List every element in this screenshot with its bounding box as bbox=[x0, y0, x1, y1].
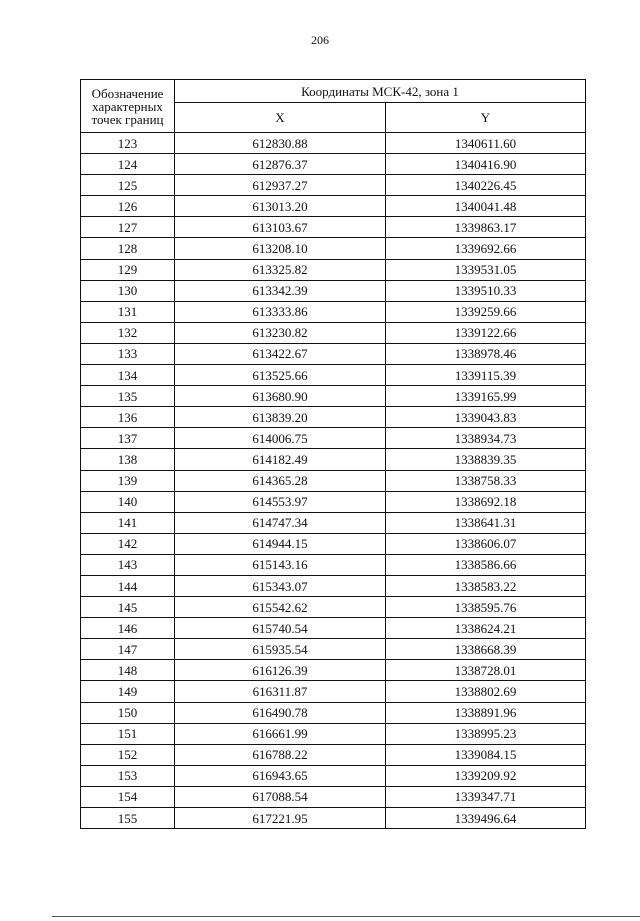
designation-header bbox=[81, 80, 175, 133]
table-row bbox=[81, 575, 586, 596]
y-coordinate-cell: 1338606.07 bbox=[386, 533, 586, 554]
table-row bbox=[81, 639, 586, 660]
x-coordinate-cell: 616788.22 bbox=[175, 744, 386, 765]
x-coordinate-cell: 615935.54 bbox=[175, 639, 386, 660]
point-id-cell: 138 bbox=[81, 449, 175, 470]
y-column-header: Y bbox=[386, 103, 586, 133]
y-coordinate-cell: 1339259.66 bbox=[386, 301, 586, 322]
x-coordinate-cell: 612876.37 bbox=[175, 154, 386, 175]
x-coordinate-cell: 616126.39 bbox=[175, 660, 386, 681]
y-coordinate-cell: 1340416.90 bbox=[386, 154, 586, 175]
table-row bbox=[81, 365, 586, 386]
y-coordinate-cell: 1340226.45 bbox=[386, 175, 586, 196]
point-id-cell: 123 bbox=[81, 133, 175, 154]
y-coordinate-cell: 1338891.96 bbox=[386, 702, 586, 723]
table-row bbox=[81, 407, 586, 428]
point-id-cell: 132 bbox=[81, 322, 175, 343]
y-coordinate-cell: 1339165.99 bbox=[386, 386, 586, 407]
point-id-cell: 124 bbox=[81, 154, 175, 175]
x-coordinate-cell: 613839.20 bbox=[175, 407, 386, 428]
table-row bbox=[81, 280, 586, 301]
point-id-cell: 125 bbox=[81, 175, 175, 196]
x-coordinate-cell: 612830.88 bbox=[175, 133, 386, 154]
page-number: 206 bbox=[311, 33, 329, 47]
y-coordinate-cell: 1340611.60 bbox=[386, 133, 586, 154]
x-coordinate-cell: 614747.34 bbox=[175, 512, 386, 533]
table-row bbox=[81, 512, 586, 533]
x-coordinate-cell: 612937.27 bbox=[175, 175, 386, 196]
y-coordinate-cell: 1338995.23 bbox=[386, 723, 586, 744]
x-coordinate-cell: 613325.82 bbox=[175, 259, 386, 280]
y-coordinate-cell: 1340041.48 bbox=[386, 196, 586, 217]
x-coordinate-cell: 617088.54 bbox=[175, 786, 386, 807]
x-coordinate-cell: 613680.90 bbox=[175, 386, 386, 407]
point-id-cell: 131 bbox=[81, 301, 175, 322]
y-coordinate-cell: 1339496.64 bbox=[386, 808, 586, 829]
point-id-cell: 126 bbox=[81, 196, 175, 217]
y-coordinate-cell: 1339209.92 bbox=[386, 765, 586, 786]
y-coordinate-cell: 1338728.01 bbox=[386, 660, 586, 681]
point-id-cell: 136 bbox=[81, 407, 175, 428]
table-row bbox=[81, 259, 586, 280]
y-coordinate-cell: 1338668.39 bbox=[386, 639, 586, 660]
x-coordinate-cell: 614944.15 bbox=[175, 533, 386, 554]
x-coordinate-cell: 616311.87 bbox=[175, 681, 386, 702]
point-id-cell: 148 bbox=[81, 660, 175, 681]
x-coordinate-cell: 615343.07 bbox=[175, 575, 386, 596]
table-row bbox=[81, 554, 586, 575]
table-row bbox=[81, 765, 586, 786]
table-row bbox=[81, 386, 586, 407]
x-coordinate-cell: 615542.62 bbox=[175, 597, 386, 618]
x-coordinate-cell: 617221.95 bbox=[175, 808, 386, 829]
table-row bbox=[81, 196, 586, 217]
page-bottom-rule bbox=[52, 916, 640, 917]
table-row bbox=[81, 744, 586, 765]
point-id-cell: 144 bbox=[81, 575, 175, 596]
table-row bbox=[81, 702, 586, 723]
y-coordinate-cell: 1338692.18 bbox=[386, 491, 586, 512]
y-coordinate-cell: 1338586.66 bbox=[386, 554, 586, 575]
y-coordinate-cell: 1339347.71 bbox=[386, 786, 586, 807]
point-id-cell: 145 bbox=[81, 597, 175, 618]
x-coordinate-cell: 613103.67 bbox=[175, 217, 386, 238]
y-coordinate-cell: 1338641.31 bbox=[386, 512, 586, 533]
x-coordinate-cell: 614553.97 bbox=[175, 491, 386, 512]
y-coordinate-cell: 1339084.15 bbox=[386, 744, 586, 765]
table-row bbox=[81, 786, 586, 807]
y-coordinate-cell: 1338583.22 bbox=[386, 575, 586, 596]
y-coordinate-cell: 1339115.39 bbox=[386, 365, 586, 386]
y-coordinate-cell: 1339043.83 bbox=[386, 407, 586, 428]
point-id-cell: 147 bbox=[81, 639, 175, 660]
table-row bbox=[81, 618, 586, 639]
point-id-cell: 139 bbox=[81, 470, 175, 491]
table-row bbox=[81, 597, 586, 618]
point-id-cell: 137 bbox=[81, 428, 175, 449]
y-coordinate-cell: 1338978.46 bbox=[386, 343, 586, 364]
designation-header-line-2: характерных bbox=[92, 98, 163, 114]
x-coordinate-cell: 614182.49 bbox=[175, 449, 386, 470]
designation-header-line-3: точек границ bbox=[91, 111, 164, 127]
y-coordinate-cell: 1338758.33 bbox=[386, 470, 586, 491]
x-coordinate-cell: 613342.39 bbox=[175, 280, 386, 301]
point-id-cell: 128 bbox=[81, 238, 175, 259]
table-row bbox=[81, 322, 586, 343]
point-id-cell: 127 bbox=[81, 217, 175, 238]
table-row bbox=[81, 343, 586, 364]
x-coordinate-cell: 613333.86 bbox=[175, 301, 386, 322]
point-id-cell: 151 bbox=[81, 723, 175, 744]
table-row bbox=[81, 154, 586, 175]
y-coordinate-cell: 1339510.33 bbox=[386, 280, 586, 301]
x-coordinate-cell: 616943.65 bbox=[175, 765, 386, 786]
table-row bbox=[81, 449, 586, 470]
point-id-cell: 149 bbox=[81, 681, 175, 702]
point-id-cell: 133 bbox=[81, 343, 175, 364]
header-row-top bbox=[81, 80, 586, 103]
x-coordinate-cell: 613208.10 bbox=[175, 238, 386, 259]
y-coordinate-cell: 1338595.76 bbox=[386, 597, 586, 618]
table-row bbox=[81, 217, 586, 238]
point-id-cell: 152 bbox=[81, 744, 175, 765]
point-id-cell: 135 bbox=[81, 386, 175, 407]
y-coordinate-cell: 1339692.66 bbox=[386, 238, 586, 259]
table-body bbox=[81, 133, 586, 829]
y-coordinate-cell: 1339863.17 bbox=[386, 217, 586, 238]
point-id-cell: 134 bbox=[81, 365, 175, 386]
x-coordinate-cell: 615740.54 bbox=[175, 618, 386, 639]
y-coordinate-cell: 1338802.69 bbox=[386, 681, 586, 702]
table-row bbox=[81, 808, 586, 829]
table-row bbox=[81, 491, 586, 512]
y-coordinate-cell: 1338624.21 bbox=[386, 618, 586, 639]
point-id-cell: 130 bbox=[81, 280, 175, 301]
table-row bbox=[81, 723, 586, 744]
y-coordinate-cell: 1339122.66 bbox=[386, 322, 586, 343]
coordinates-header: Координаты МСК-42, зона 1 bbox=[175, 80, 586, 103]
point-id-cell: 154 bbox=[81, 786, 175, 807]
x-coordinate-cell: 613525.66 bbox=[175, 365, 386, 386]
table-row bbox=[81, 238, 586, 259]
table-row bbox=[81, 133, 586, 154]
point-id-cell: 143 bbox=[81, 554, 175, 575]
x-coordinate-cell: 615143.16 bbox=[175, 554, 386, 575]
y-coordinate-cell: 1338934.73 bbox=[386, 428, 586, 449]
table-row bbox=[81, 533, 586, 554]
x-coordinate-cell: 616490.78 bbox=[175, 702, 386, 723]
x-coordinate-cell: 616661.99 bbox=[175, 723, 386, 744]
x-coordinate-cell: 614365.28 bbox=[175, 470, 386, 491]
point-id-cell: 142 bbox=[81, 533, 175, 554]
point-id-cell: 155 bbox=[81, 808, 175, 829]
y-coordinate-cell: 1338839.35 bbox=[386, 449, 586, 470]
x-column-header: X bbox=[175, 103, 386, 133]
table-row bbox=[81, 660, 586, 681]
point-id-cell: 141 bbox=[81, 512, 175, 533]
x-coordinate-cell: 613422.67 bbox=[175, 343, 386, 364]
x-coordinate-cell: 613013.20 bbox=[175, 196, 386, 217]
point-id-cell: 153 bbox=[81, 765, 175, 786]
y-coordinate-cell: 1339531.05 bbox=[386, 259, 586, 280]
x-coordinate-cell: 614006.75 bbox=[175, 428, 386, 449]
designation-header-line-1: Обозначение bbox=[91, 85, 164, 101]
point-id-cell: 129 bbox=[81, 259, 175, 280]
point-id-cell: 140 bbox=[81, 491, 175, 512]
table-row bbox=[81, 681, 586, 702]
x-coordinate-cell: 613230.82 bbox=[175, 322, 386, 343]
table-row bbox=[81, 470, 586, 491]
table-row bbox=[81, 301, 586, 322]
point-id-cell: 146 bbox=[81, 618, 175, 639]
coordinates-table bbox=[80, 79, 586, 829]
point-id-cell: 150 bbox=[81, 702, 175, 723]
table-row bbox=[81, 175, 586, 196]
table-row bbox=[81, 428, 586, 449]
